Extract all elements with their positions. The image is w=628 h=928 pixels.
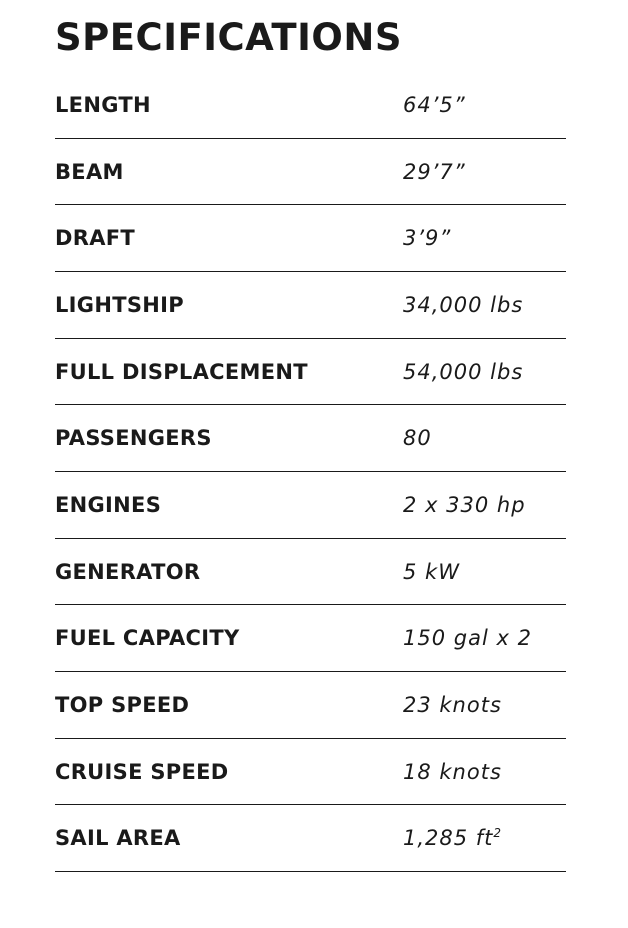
spec-label: TOP SPEED [55,692,190,717]
spec-label: ENGINES [55,492,162,517]
spec-value-text: 1,285 ft [403,826,494,851]
spec-row-engines [55,472,566,539]
spec-row-sail-area [55,805,566,872]
spec-label: GENERATOR [55,559,201,584]
spec-row-fuel-capacity [55,605,566,672]
spec-value: 3’9” [403,226,452,251]
spec-value: 5 kW [403,559,460,584]
spec-label: LIGHTSHIP [55,292,184,317]
spec-value: 34,000 lbs [403,292,524,317]
superscript-exponent: 2 [493,826,502,841]
spec-row-full-displacement [55,339,566,406]
spec-row-passengers [55,405,566,472]
spec-value [403,805,501,871]
spec-value: 54,000 lbs [403,359,524,384]
spec-label: FULL DISPLACEMENT [55,359,308,384]
specifications-table [55,72,566,872]
spec-label: LENGTH [55,93,151,117]
spec-label: BEAM [55,159,124,184]
spec-row-top-speed [55,672,566,739]
spec-row-length [55,72,566,139]
spec-value: 2 x 330 hp [403,492,526,517]
spec-value: 23 knots [403,692,502,717]
spec-label: FUEL CAPACITY [55,626,240,651]
page-title: SPECIFICATIONS [55,16,402,59]
spec-row-draft [55,205,566,272]
spec-value: 80 [403,426,432,451]
spec-value: 150 gal x 2 [403,626,532,651]
spec-row-generator [55,539,566,606]
spec-label: DRAFT [55,226,136,251]
spec-row-lightship [55,272,566,339]
spec-value: 64’5” [403,93,466,117]
spec-label: PASSENGERS [55,426,212,451]
spec-row-beam [55,139,566,206]
spec-label: CRUISE SPEED [55,759,229,784]
spec-row-cruise-speed [55,739,566,806]
spec-value: 18 knots [403,759,502,784]
spec-value: 29’7” [403,159,466,184]
spec-label: SAIL AREA [55,826,181,851]
